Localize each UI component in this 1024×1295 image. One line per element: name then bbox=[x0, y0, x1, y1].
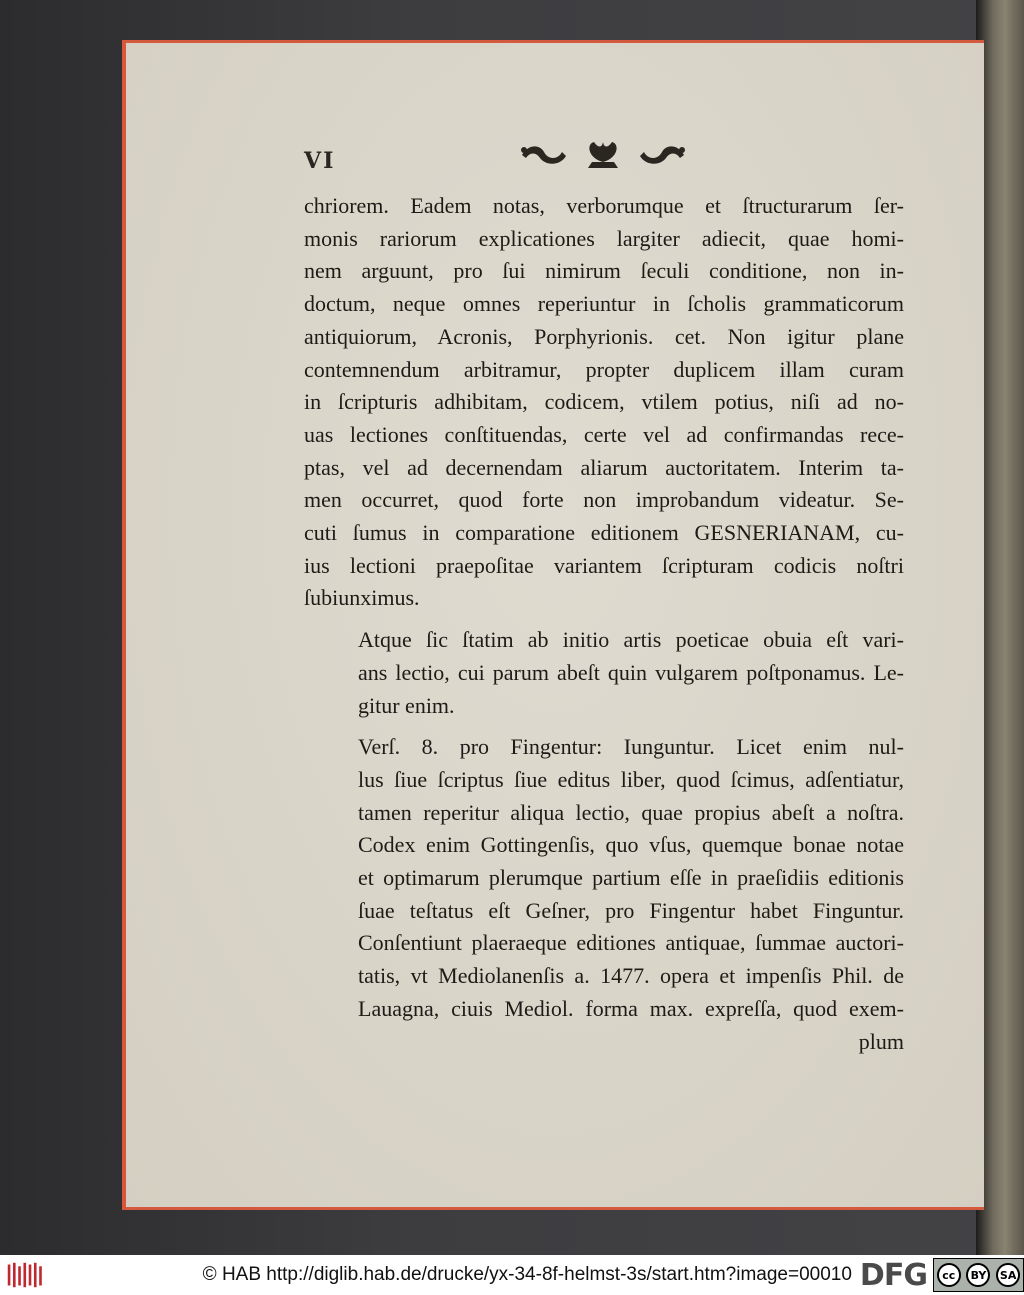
text-line: chriorem. Eadem notas, verborumque et ſtructurarum ſer- bbox=[304, 193, 904, 218]
text-line: in ſcripturis adhibitam, codicem, vtilem potius, niſi ad no- bbox=[304, 389, 904, 415]
text-line: ius lectioni praepoſitae variantem ſcripturam codicis noſtri bbox=[304, 552, 904, 578]
paragraph bbox=[304, 190, 904, 615]
text-line: ſubiunximus. bbox=[304, 585, 420, 611]
text-line: doctum, neque omnes reperiuntur in ſcholis grammaticorum bbox=[304, 291, 904, 317]
text-line: uas lectiones conſtituendas, certe vel ad confirmandas rece- bbox=[304, 421, 904, 447]
paragraph bbox=[304, 624, 904, 722]
cc-license-badge[interactable] bbox=[933, 1258, 1024, 1292]
paragraph bbox=[304, 731, 904, 1025]
text-line: gitur enim. bbox=[358, 692, 455, 718]
text-line: contemnendum arbitramur, propter duplicem illam curam bbox=[304, 356, 904, 382]
body-text bbox=[304, 190, 904, 1058]
text-line: nem arguunt, pro ſui nimirum ſeculi conditione, non in- bbox=[304, 258, 904, 284]
share-alike-icon: SA bbox=[996, 1263, 1020, 1287]
printers-ornament-icon bbox=[518, 138, 688, 172]
by-attribution-icon: BY bbox=[966, 1263, 990, 1287]
text-line: men occurret, quod forte non improbandum videatur. Se- bbox=[304, 487, 904, 513]
text-line: Verſ. 8. pro Fingentur: Iunguntur. Licet enim nul- bbox=[358, 734, 904, 760]
catchword: plum bbox=[858, 1028, 904, 1054]
text-line: monis rariorum explicationes largiter adiecit, quae homi- bbox=[304, 225, 904, 251]
cc-icon: cc bbox=[937, 1263, 961, 1287]
viewer-footer bbox=[0, 1255, 1024, 1295]
text-line: Atque ſic ſtatim ab initio artis poeticae obuia eſt vari- bbox=[358, 627, 904, 653]
text-line: tatis, vt Mediolanenſis a. 1477. opera et impenſis Phil. de bbox=[358, 963, 904, 989]
text-line: tamen reperitur aliqua lectio, quae propius abeſt a noſtra. bbox=[358, 799, 904, 825]
text-line: ſuae teſtatus eſt Geſner, pro Fingentur habet Finguntur. bbox=[358, 897, 904, 923]
hab-logo-icon bbox=[6, 1259, 43, 1291]
text-line: ptas, vel ad decernendam aliarum auctoritatem. Interim ta- bbox=[304, 454, 904, 480]
text-line: cuti ſumus in comparatione editionem GESNERIANAM, cu- bbox=[304, 520, 904, 546]
text-line: ans lectio, cui parum abeſt quin vulgarem poſtponamus. Le- bbox=[358, 659, 904, 685]
text-line: antiquiorum, Acronis, Porphyrionis. cet. Non igitur plane bbox=[304, 323, 904, 349]
page-number: VI bbox=[304, 148, 336, 174]
text-line: Conſentiunt plaeraeque editiones antiquae, ſummae auctori- bbox=[358, 930, 904, 956]
copyright-link[interactable]: © HAB http://diglib.hab.de/drucke/yx-34-8f-helmst-3s/start.htm?image=00010 bbox=[202, 1264, 852, 1285]
text-line: lus ſiue ſcriptus ſiue editus liber, quod ſcimus, adſentiatur, bbox=[358, 766, 904, 792]
text-line: Lauagna, ciuis Mediol. forma max. expreſſa, quod exem- bbox=[358, 995, 904, 1021]
dfg-logo: DFG bbox=[859, 1257, 927, 1293]
text-line: Codex enim Gottingenſis, quo vſus, quemque bonae notae bbox=[358, 832, 904, 858]
text-line: et optimarum plerumque partium eſſe in praeſidiis editionis bbox=[358, 865, 904, 891]
